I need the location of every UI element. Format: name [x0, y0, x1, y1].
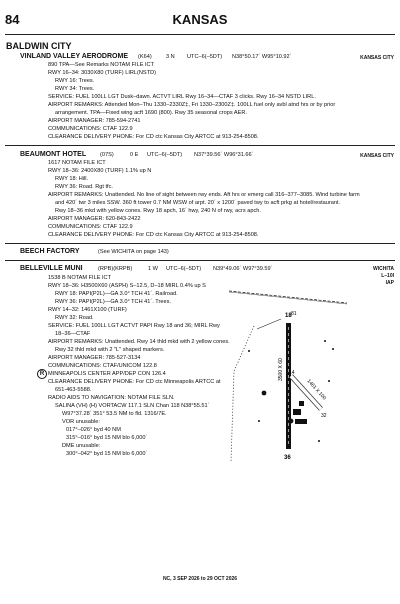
belleville-line: RWY 18–36: H3500X60 (ASPH) S–12.5, D–18 MIRL 0.4% up S	[48, 283, 206, 289]
vinland-line: CLEARANCE DELIVERY PHONE: For CD ctc Kansas City ARTCC at 913-254-8508.	[48, 134, 259, 140]
beaumont-line: COMMUNICATIONS: CTAF 122.9	[48, 224, 133, 230]
airport-distance-beaumont: 0 E	[130, 152, 139, 158]
airport-utc-belleville: UTC–6(–5DT)	[166, 266, 202, 272]
airport-diagram	[229, 281, 347, 461]
runway-32-label: 32	[321, 413, 327, 419]
beech-note: (See WICHITA on page 143)	[98, 249, 169, 255]
belleville-line: RADIO AIDS TO NAVIGATION: NOTAM FILE SLN.	[48, 395, 175, 401]
airport-ident-belleville: (RPB)(KRPB)	[98, 266, 133, 272]
tree-icon	[248, 350, 250, 352]
beaumont-line: RWY 18–36: 2400X80 (TURF) 1.1% up N	[48, 168, 152, 174]
building	[299, 401, 304, 406]
airport-coords-belleville: N39°49.06´ W97°39.59´	[213, 266, 273, 272]
chart-ref-beaumont: KANSAS CITY	[360, 153, 394, 159]
belleville-line: 017°–026° byd 40 NM	[66, 427, 121, 433]
airport-ident-beaumont: (07S)	[100, 152, 114, 158]
road-line	[229, 292, 347, 304]
belleville-line: RWY 14–32: 1461X100 (TURF)	[48, 307, 127, 313]
belleville-line: AIRPORT REMARKS: Unattended. Rwy 14 thld mkd with 2 yellow cones.	[48, 339, 230, 345]
belleville-line: Rwy 32 thld mkd with 2 "L" shaped markers.	[55, 347, 165, 353]
vinland-line: 890 TPA—See Remarks NOTAM FILE ICT	[48, 62, 154, 68]
vinland-line: SERVICE: FUEL 100LL LGT Dusk–dawn. ACTVT LIRL Rwy 16–34—CTAF 3 clicks. Rwy 16–34 NSTD LIRL.	[48, 94, 316, 100]
beaumont-line: RWY 18: Hill.	[55, 176, 89, 182]
airport-utc-vinland: UTC–6(–5DT)	[187, 54, 223, 60]
beaumont-line: RWY 36: Road. Rgt tfc.	[55, 184, 113, 190]
vinland-line: arrangement. TPA—Fixed wing acft 1690 (800). Rwy 35 seasonal crops AER.	[55, 110, 247, 116]
belleville-line: RWY 18: PAPI(P2L)—GA 3.0° TCH 41´. Railroad.	[55, 291, 178, 297]
road-line	[257, 319, 281, 329]
city-title-baldwin: BALDWIN CITY	[6, 41, 72, 51]
tree-icon	[328, 380, 330, 382]
belleville-line: SALINA (VH) (H) VORTACW 117.1 SLN Chan 118 N38°55.51´	[55, 403, 210, 409]
runway-main-dims: 3500 X 60	[278, 358, 284, 381]
airport-name-beaumont: BEAUMONT HOTEL	[20, 151, 87, 158]
belleville-line: SERVICE: FUEL 100LL LGT ACTVT PAPI Rwy 18 and 36; MIRL Rwy	[48, 323, 220, 329]
chart-ref-line: WICHITA	[372, 266, 394, 272]
tree-icon	[332, 348, 334, 350]
belleville-line: 18–36—CTAF	[55, 331, 91, 337]
airport-name-belleville: BELLEVILLE MUNI	[20, 265, 83, 272]
airport-coords-beaumont: N37°39.56´ W96°31.66´	[194, 152, 254, 158]
section-rule	[5, 243, 395, 244]
section-rule	[5, 145, 395, 146]
beacon-icon	[289, 419, 294, 424]
vinland-line: COMMUNICATIONS: CTAF 122.9	[48, 126, 133, 132]
belleville-line: RWY 36: PAPI(P2L)—GA 3.0° TCH 41´. Trees.	[55, 299, 171, 305]
belleville-line: COMMUNICATIONS: CTAF/UNICOM 122.8	[48, 363, 157, 369]
runway-18-label: 18	[285, 313, 292, 319]
belleville-line: 651-463-5588.	[55, 387, 92, 393]
beacon-icon	[262, 391, 267, 396]
airport-name-beech: BEECH FACTORY	[20, 248, 80, 255]
airport-name-vinland: VINLAND VALLEY AERODROME	[20, 53, 128, 60]
chart-ref-line: L–10I	[381, 273, 394, 279]
chart-ref-vinland: KANSAS CITY	[360, 55, 394, 61]
airport-coords-vinland: N38°50.17´ W95°10.92´	[232, 54, 292, 60]
belleville-line: 300°–042° byd 15 NM blo 6,000´	[66, 451, 148, 457]
chart-ref-line: IAP	[385, 280, 394, 286]
beaumont-line: CLEARANCE DELIVERY PHONE: For CD ctc Kansas City ARTCC at 913-254-8508.	[48, 232, 259, 238]
vinland-line: RWY 34: Trees.	[55, 86, 95, 92]
vinland-line: AIRPORT REMARKS: Attended Mon–Thu 1330–2330Z‡, Fri 1330–2300Z‡. 100LL fuel only avbl atnd hrs or by prior	[48, 102, 336, 108]
building	[293, 409, 301, 415]
airport-utc-beaumont: UTC–6(–5DT)	[147, 152, 183, 158]
belleville-line: W97°37.28´ 351° 53.5 NM to fld. 1316/7E.	[62, 411, 167, 417]
tree-icon	[318, 440, 320, 442]
belleville-line: RWY 32: Road.	[55, 315, 94, 321]
state-title: KANSAS	[172, 12, 228, 27]
elevation-label: 81	[291, 311, 297, 317]
belleville-line: VOR unusable:	[62, 419, 100, 425]
belleville-line: MINNEAPOLIS CENTER APP/DEP CON 126.4	[48, 371, 166, 377]
airport-distance-vinland: 3 N	[166, 54, 175, 60]
belleville-line: DME unusable:	[62, 443, 101, 449]
beaumont-line: AIRPORT MANAGER: 620-843-2422	[48, 216, 141, 222]
runway-36-label: 36	[284, 455, 291, 461]
circled-r-marker: R	[37, 369, 47, 379]
airport-ident-vinland: (K64)	[138, 54, 152, 60]
building	[295, 419, 307, 424]
header-rule	[5, 34, 395, 35]
beaumont-line: 1617 NOTAM FILE ICT	[48, 160, 106, 166]
road-line	[229, 291, 347, 303]
runway-turf-dims: 1461 X 100	[305, 378, 328, 402]
beaumont-line: Rwy 18–36 mkd with yellow cones. Rwy 18 apch, 16´ hwy, 240 N of rwy, acrs apch.	[55, 208, 261, 214]
footer-effective-dates: NC, 3 SEP 2026 to 29 OCT 2026	[162, 576, 238, 582]
belleville-line: AIRPORT MANAGER: 785-527-3134	[48, 355, 141, 361]
tree-icon	[258, 420, 260, 422]
page-number: 84	[5, 12, 20, 27]
vinland-line: AIRPORT MANAGER: 785-594-2741	[48, 118, 141, 124]
beaumont-line: and 420´ twr 3 miles SSW. 360 ft tower 0.7 NM WSW of arpt. 20´ x 1200´ paved twy to acft prkg at hotel/restaurant.	[55, 200, 341, 206]
railroad-line	[231, 326, 254, 461]
page-header	[0, 0, 400, 34]
vinland-line: RWY 16–34: 3030X80 (TURF) LIRL(NSTD)	[48, 70, 156, 76]
belleville-line: CLEARANCE DELIVERY PHONE: For CD ctc Minneapolis ARTCC at	[48, 379, 221, 385]
belleville-line: 315°–016° byd 15 NM blo 6,000´	[66, 435, 148, 441]
vinland-line: RWY 16: Trees.	[55, 78, 95, 84]
section-rule	[5, 260, 395, 261]
beaumont-line: AIRPORT REMARKS: Unattended. No line of sight between rwy ends. Aft hrs or emerg call 316–377–3085. Wind turbine farm	[48, 192, 360, 198]
airport-distance-belleville: 1 W	[148, 266, 158, 272]
runway-14-label: 14	[289, 370, 295, 376]
tree-icon	[324, 340, 326, 342]
belleville-line: 1538 B NOTAM FILE ICT	[48, 275, 111, 281]
chart-ref-belleville	[373, 266, 394, 287]
